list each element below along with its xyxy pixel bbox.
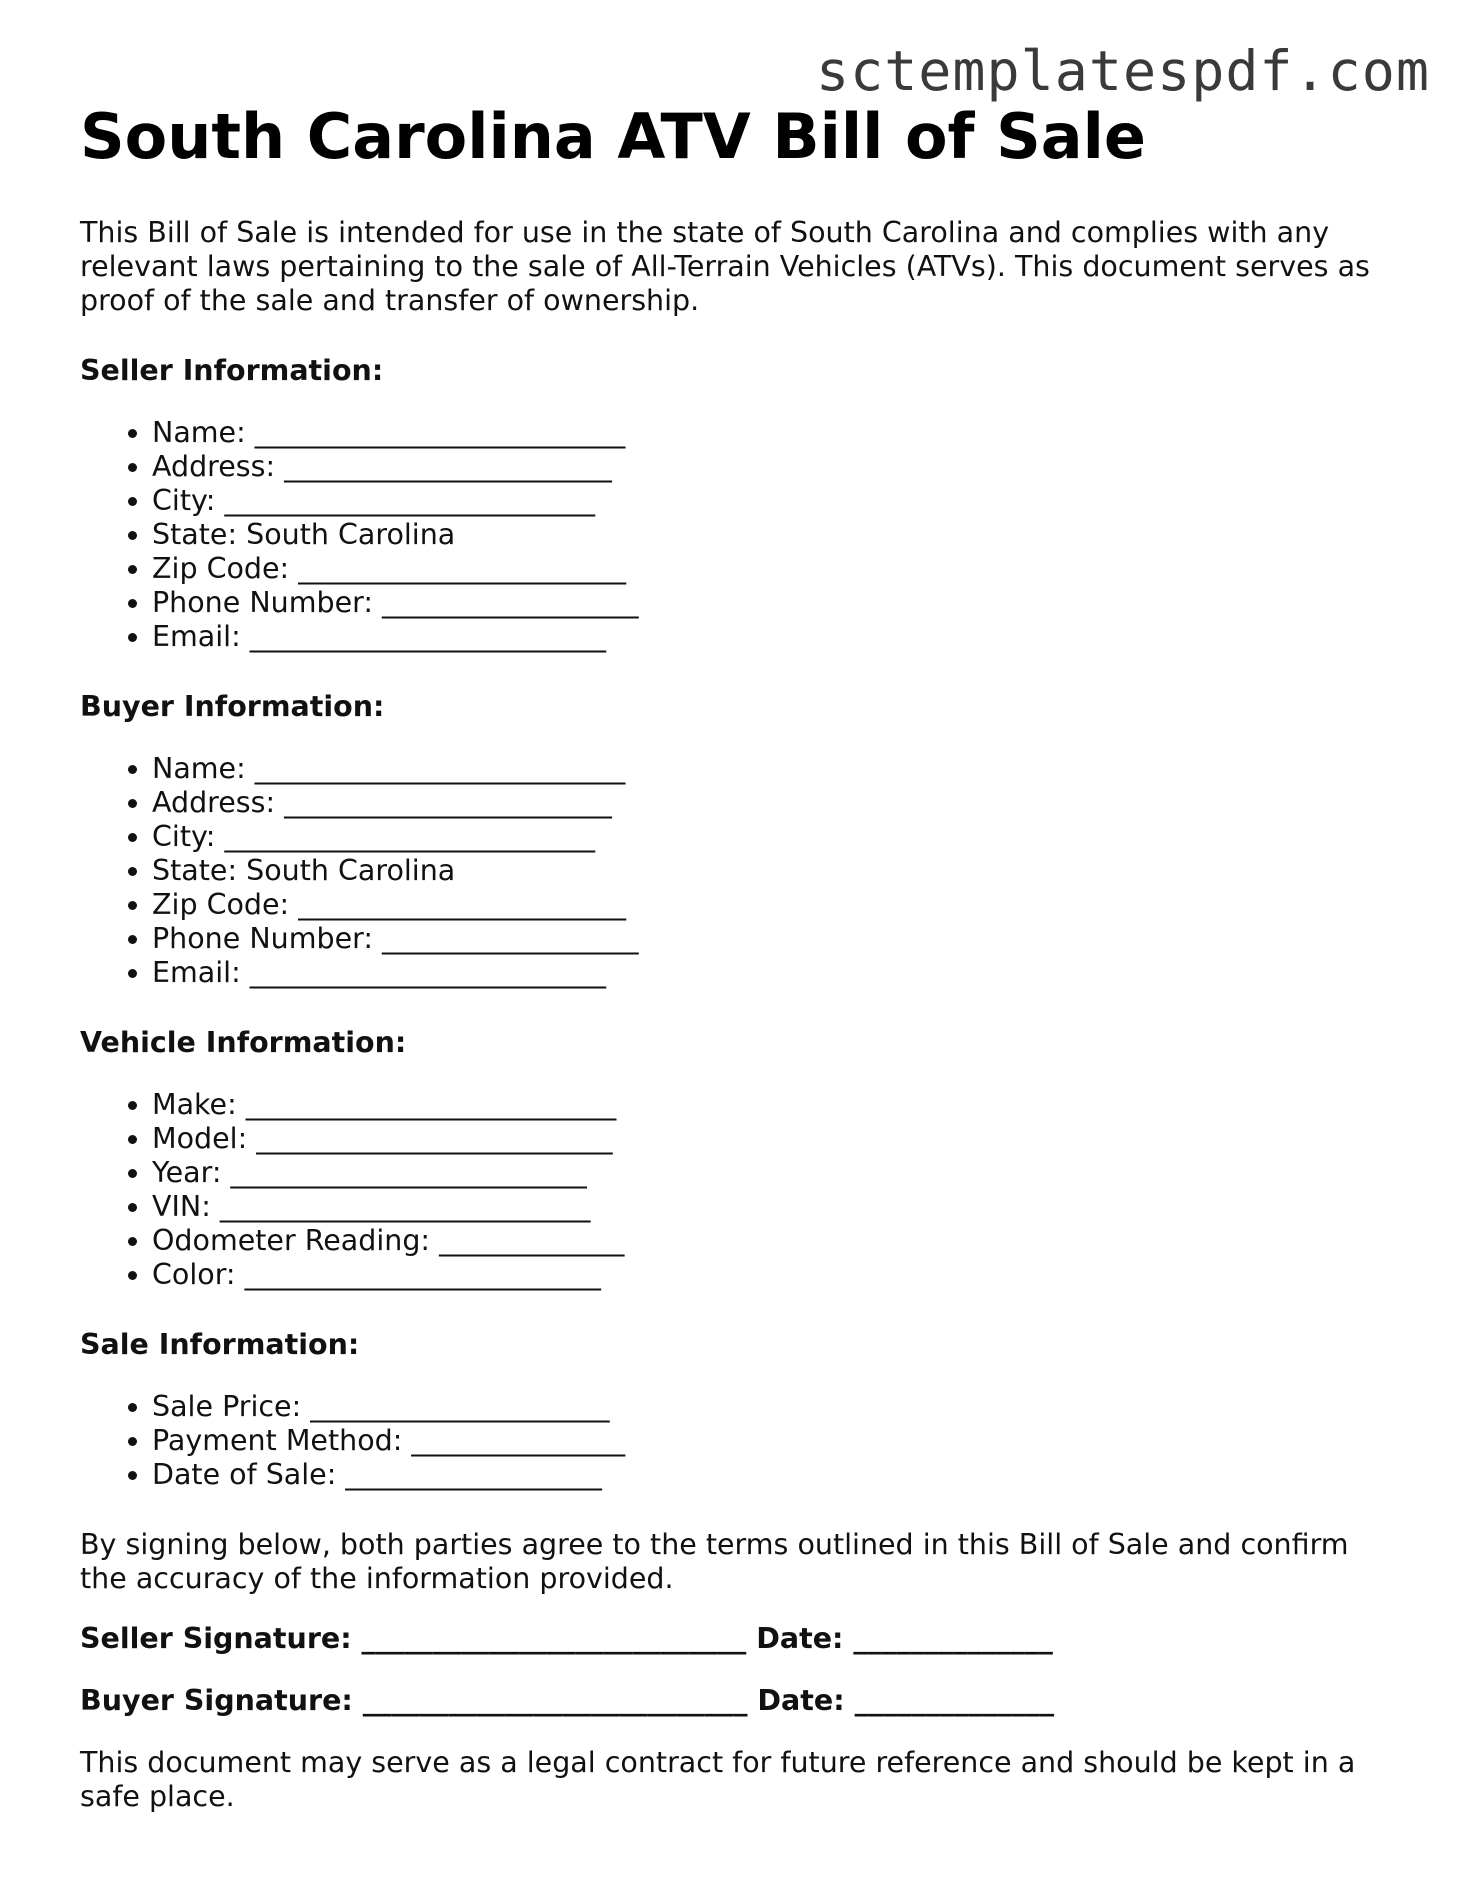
buyer-state-field: • State: South Carolina xyxy=(152,854,1400,888)
intro-paragraph: This Bill of Sale is intended for use in the state of South Carolina and complies with any relevant laws pertaining to the sale of All-Terrain Vehicles (ATVs). This document serves as proof of the sale and transfer of ownership. xyxy=(80,216,1370,318)
seller-address-field[interactable]: • Address: _______________________ xyxy=(152,450,1400,484)
document-page xyxy=(80,100,1400,1814)
buyer-city-field[interactable]: • City: __________________________ xyxy=(152,820,1400,854)
seller-phone-field[interactable]: • Phone Number: __________________ xyxy=(152,586,1400,620)
sale-price-field[interactable]: • Sale Price: _____________________ xyxy=(152,1390,1400,1424)
vehicle-color-field[interactable]: • Color: _________________________ xyxy=(152,1258,1400,1292)
buyer-name-field[interactable]: • Name: __________________________ xyxy=(152,752,1400,786)
buyer-section-heading: Buyer Information: xyxy=(80,690,385,724)
seller-city-field[interactable]: • City: __________________________ xyxy=(152,484,1400,518)
page-title: South Carolina ATV Bill of Sale xyxy=(80,100,1146,173)
payment-method-field[interactable]: • Payment Method: _______________ xyxy=(152,1424,1400,1458)
watermark: sctemplatespdf.com xyxy=(815,39,1430,103)
buyer-address-field[interactable]: • Address: _______________________ xyxy=(152,786,1400,820)
sale-section-heading: Sale Information: xyxy=(80,1328,360,1362)
vehicle-year-field[interactable]: • Year: _________________________ xyxy=(152,1156,1400,1190)
buyer-zip-field[interactable]: • Zip Code: _______________________ xyxy=(152,888,1400,922)
seller-zip-field[interactable]: • Zip Code: _______________________ xyxy=(152,552,1400,586)
seller-name-field[interactable]: • Name: __________________________ xyxy=(152,416,1400,450)
buyer-email-field[interactable]: • Email: _________________________ xyxy=(152,956,1400,990)
seller-email-field[interactable]: • Email: _________________________ xyxy=(152,620,1400,654)
buyer-field-list xyxy=(80,752,1400,990)
vehicle-vin-field[interactable]: • VIN: __________________________ xyxy=(152,1190,1400,1224)
seller-field-list xyxy=(80,416,1400,654)
vehicle-odometer-field[interactable]: • Odometer Reading: _____________ xyxy=(152,1224,1400,1258)
agreement-paragraph: By signing below, both parties agree to the terms outlined in this Bill of Sale and confirm the accuracy of the information provided. xyxy=(80,1528,1349,1596)
vehicle-make-field[interactable]: • Make: __________________________ xyxy=(152,1088,1400,1122)
vehicle-model-field[interactable]: • Model: _________________________ xyxy=(152,1122,1400,1156)
buyer-phone-field[interactable]: • Phone Number: __________________ xyxy=(152,922,1400,956)
vehicle-field-list xyxy=(80,1088,1400,1292)
date-of-sale-field[interactable]: • Date of Sale: __________________ xyxy=(152,1458,1400,1492)
footer-note: This document may serve as a legal contract for future reference and should be kept in a safe place. xyxy=(80,1746,1356,1814)
buyer-signature-line[interactable]: Buyer Signature: ___________________________ Date: ______________ xyxy=(80,1684,1055,1718)
seller-signature-line[interactable]: Seller Signature: ___________________________ Date: ______________ xyxy=(80,1622,1053,1656)
vehicle-section-heading: Vehicle Information: xyxy=(80,1026,407,1060)
seller-state-field: • State: South Carolina xyxy=(152,518,1400,552)
sale-field-list xyxy=(80,1390,1400,1492)
seller-section-heading: Seller Information: xyxy=(80,354,384,388)
